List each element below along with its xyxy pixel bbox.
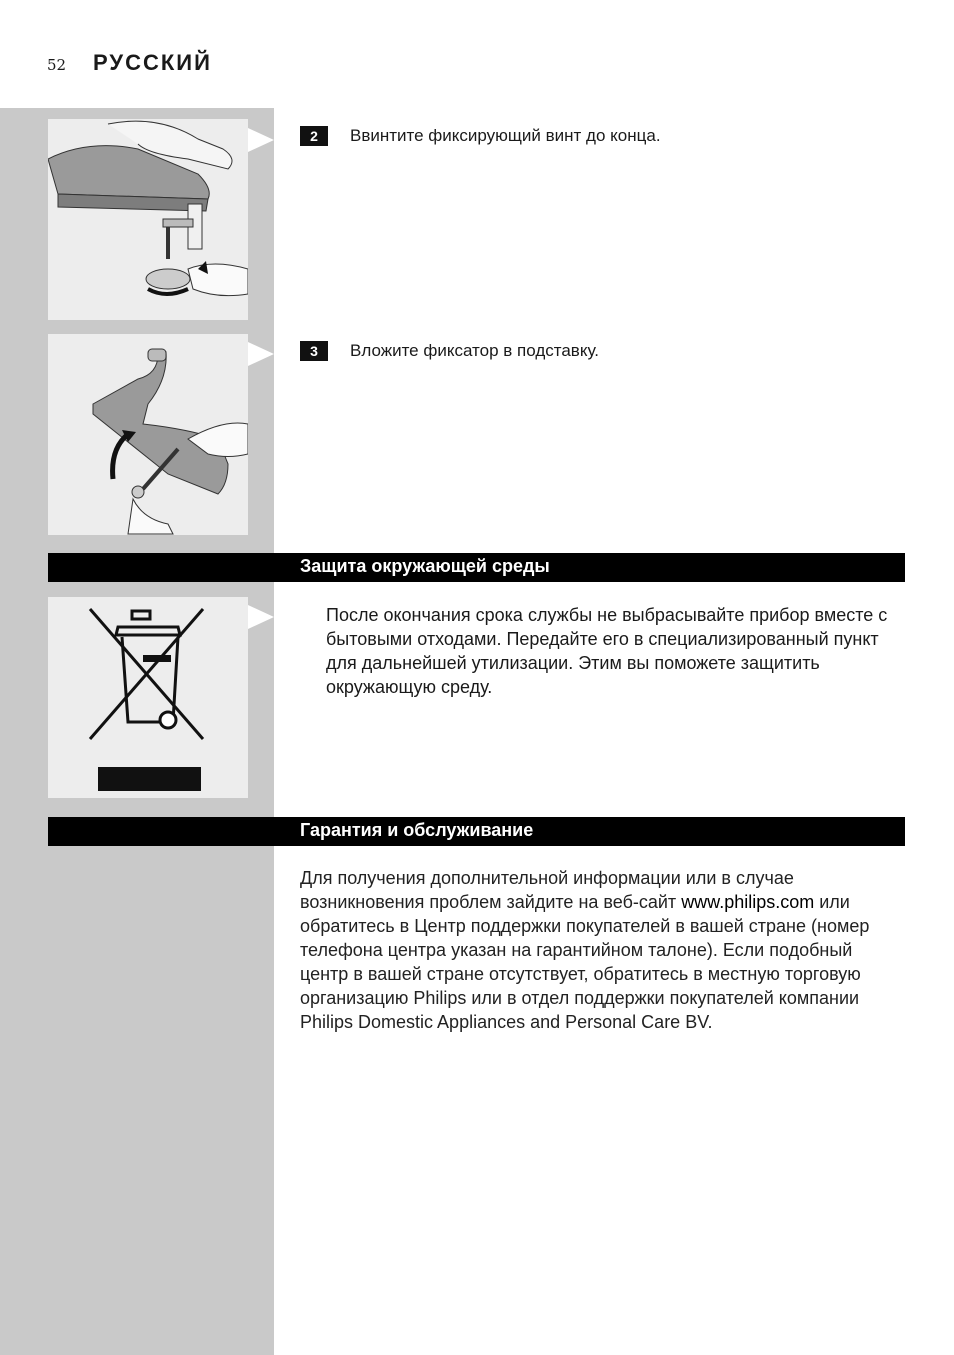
step-text: Вложите фиксатор в подставку. [350,341,599,360]
section-title: Защита окружающей среды [300,556,550,576]
section-title: Гарантия и обслуживание [300,820,534,840]
screw-tightening-illustration [48,119,248,320]
warranty-paragraph [300,866,900,1034]
warranty-text-end: или обратитесь в Центр поддержки покупателей в вашей стране (номер телефона центра указан на гарантийном талоне). Если подобный центр в вашей стране отсутствует, обратитесь в местную торговую организацию Philips или в отдел поддержки покупателей компании Philips Domestic Appliances and Personal Care BV. [300,892,870,1032]
section-heading-warranty [48,817,905,846]
screw-illustration-icon [48,119,248,320]
philips-website-link[interactable]: www.philips.com [681,892,815,912]
warranty-text-start: Для получения дополнительной информации или в случае возникновения проблем зайдите на веб-сайт [300,868,794,912]
step-3 [300,341,599,361]
page-number: 52 [47,56,67,74]
step-text: Ввинтите фиксирующий винт до конца. [350,126,661,145]
step-2 [300,126,661,146]
callout-pointer [248,128,274,152]
callout-pointer [248,605,274,629]
fixator-insert-illustration [48,334,248,535]
step-number: 3 [300,341,328,361]
disposal-illustration [48,597,248,798]
environment-paragraph: После окончания срока службы не выбрасывайте прибор вместе с бытовыми отходами. Передайте его в специализированный пункт для дальнейшей утилизации. Этим вы поможете защитить окружающую среду. [326,605,888,697]
fixator-illustration-icon [48,334,248,535]
callout-pointer [248,342,274,366]
language-heading: РУССКИЙ [93,50,212,75]
section-heading-environment [48,553,905,582]
step-number: 2 [300,126,328,146]
crossed-out-wheelie-bin-icon [48,597,248,798]
